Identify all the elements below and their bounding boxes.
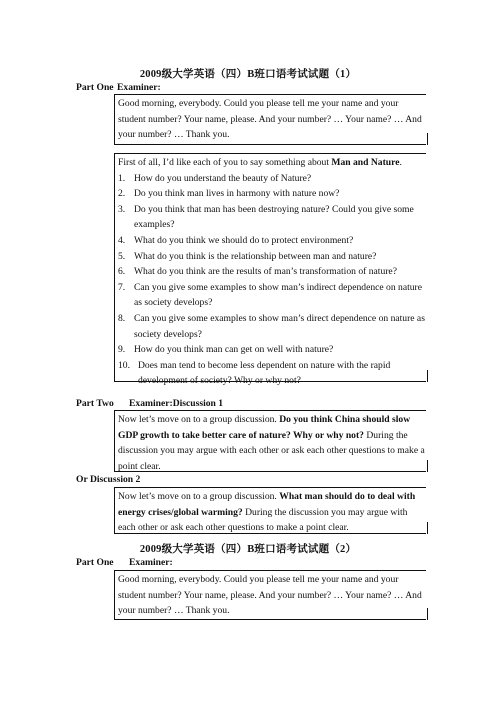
intro-line (118, 155, 426, 171)
intro-topic: Man and Nature (331, 157, 400, 168)
greeting-text-1: Good morning, everybody. Could you please tell me your name and your student number? Your name, please. And your number? … Your name? … And your number? … Thank you. (118, 98, 422, 141)
question-number: 1. (118, 172, 126, 184)
exam-1-title: 2009级大学英语（四）B班口语考试试题（1） (139, 69, 357, 80)
question-text: What do you think we should do to protect environment? (134, 234, 354, 246)
question-number: 9. (118, 344, 126, 356)
question-item (118, 264, 426, 280)
question-number: 10. (118, 359, 130, 371)
or-discussion-2-label: Or Discussion 2 (76, 474, 141, 485)
greeting-box-2 (114, 570, 426, 620)
question-number: 5. (118, 250, 126, 262)
question-item (118, 249, 426, 265)
part-one-label-2: Part One (76, 557, 114, 568)
intro-prefix: First of all, I’d like each of you to say something about (118, 157, 332, 168)
discussion-1-suffix: During the discussion you may argue with each other or ask each other questions to make a point clear. (118, 429, 425, 472)
question-number: 3. (118, 203, 126, 215)
discussion-2-box (114, 487, 426, 534)
part-one-examiner-label-2: Examiner: (129, 557, 173, 568)
question-text: Can you give some examples to show man’s indirect dependence on nature as society develops? (134, 281, 422, 309)
exam-2-title: 2009级大学英语（四）B班口语考试试题（2） (139, 544, 357, 555)
part-one-examiner-label: Examiner: (117, 82, 161, 93)
question-text: What do you think is the relationship between man and nature? (134, 250, 377, 262)
discussion-1-question: Do you think China should slow GDP growth to take better care of nature? Why or why not? (118, 414, 411, 441)
question-number: 6. (118, 266, 126, 278)
question-text: Do you think man lives in harmony with nature now? (134, 188, 340, 200)
question-text: How do you think man can get on well with nature? (134, 344, 334, 356)
question-number: 2. (118, 188, 126, 200)
question-item (118, 202, 426, 233)
question-item (118, 171, 426, 187)
question-item (118, 186, 426, 202)
question-item (118, 342, 426, 358)
question-number: 4. (118, 234, 126, 246)
question-number: 7. (118, 281, 126, 293)
question-text: How do you understand the beauty of Nature? (134, 172, 312, 184)
question-item (118, 233, 426, 249)
part-two-examiner-label: Examiner:Discussion 1 (129, 398, 224, 409)
question-text: Does man tend to become less dependent on nature with the rapid development of society? Why or why not? (138, 359, 391, 387)
discussion-2-text (118, 489, 426, 536)
part-two-label: Part Two (76, 398, 114, 409)
question-text: Do you think that man has been destroying nature? Could you give some examples? (134, 203, 414, 231)
discussion-2-prefix: Now let’s move on to a group discussion. (118, 491, 280, 502)
discussion-1-text (118, 412, 426, 474)
question-list (118, 171, 426, 389)
discussion-2-question: What man should do to deal with energy crises/global warming? (118, 491, 416, 518)
intro-suffix: . (399, 157, 402, 168)
greeting-box-1 (114, 94, 426, 145)
question-text: Can you give some examples to show man’s direct dependence on nature as society develops? (134, 312, 425, 340)
discussion-1-prefix: Now let’s move on to a group discussion. (118, 414, 280, 425)
question-number: 8. (118, 312, 126, 324)
question-box (114, 153, 426, 387)
question-text: What do you think are the results of man’s transformation of nature? (134, 266, 397, 278)
greeting-text-2: Good morning, everybody. Could you please tell me your name and your student number? Your name, please. And your number? … Your name? … And your number? … Thank you. (118, 574, 422, 617)
discussion-2-suffix: During the discussion you may argue with each other or ask each other questions to make a point clear. (118, 506, 408, 534)
part-one-label: Part One (76, 82, 114, 93)
question-item (118, 311, 426, 342)
question-item (118, 358, 426, 389)
discussion-1-box (114, 410, 426, 472)
question-item (118, 280, 426, 311)
